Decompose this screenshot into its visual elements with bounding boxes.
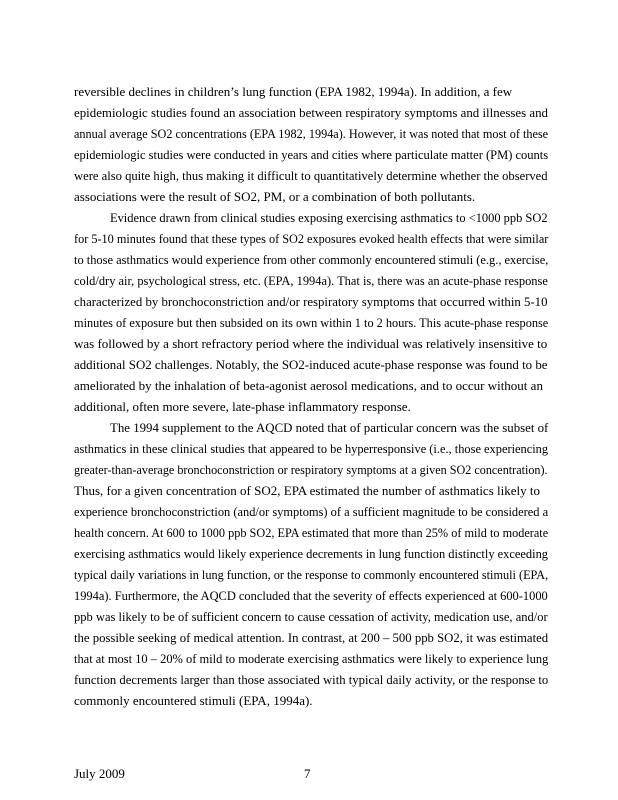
body-text-line: commonly encountered stimuli (EPA, 1994a). xyxy=(74,693,313,708)
body-text-line: was followed by a short refractory period where the individual was relatively insensitive to xyxy=(74,336,548,351)
body-text-line: 1994a). Furthermore, the AQCD concluded that the severity of effects experienced at 600-1000 xyxy=(74,588,548,603)
body-text-line: asthmatics in these clinical studies that appeared to be hyperresponsive (i.e., those experiencing xyxy=(74,441,549,456)
body-text-line: epidemiologic studies found an association between respiratory symptoms and illnesses and xyxy=(74,105,549,120)
body-text-line: additional SO2 challenges. Notably, the SO2-induced acute-phase response was found to be xyxy=(74,357,548,372)
body-text-line: ameliorated by the inhalation of beta-agonist aerosol medications, and to occur without an xyxy=(74,378,543,393)
body-text-line: Thus, for a given concentration of SO2, EPA estimated the number of asthmatics likely to xyxy=(74,483,540,498)
page-number: 7 xyxy=(304,766,311,781)
body-text-line: exercising asthmatics would likely experience decrements in lung function distinctly exceeding xyxy=(74,546,548,561)
body-text-line: for 5-10 minutes found that these types of SO2 exposures evoked health effects that were similar xyxy=(74,231,549,246)
body-text-line: associations were the result of SO2, PM, or a combination of both pollutants. xyxy=(74,189,476,204)
body-text-line: epidemiologic studies were conducted in years and cities where particulate matter (PM) counts xyxy=(74,147,549,162)
body-text-line: the possible seeking of medical attention. In contrast, at 200 – 500 ppb SO2, it was estimated xyxy=(74,630,549,645)
body-text-line: typical daily variations in lung function, or the response to commonly encountered stimuli (EPA, xyxy=(74,567,549,582)
body-text-line: ppb was likely to be of sufficient concern to cause cessation of activity, medication use, and/or xyxy=(74,609,548,624)
body-text-line: reversible declines in children’s lung function (EPA 1982, 1994a). In addition, a few xyxy=(74,84,513,99)
body-text-line: cold/dry air, psychological stress, etc. (EPA, 1994a). That is, there was an acute-phase response xyxy=(74,273,548,288)
body-text-line: to those asthmatics would experience from other commonly encountered stimuli (e.g., exercise, xyxy=(74,252,549,267)
body-text-line: characterized by bronchoconstriction and/or respiratory symptoms that occurred within 5-10 xyxy=(74,294,548,309)
body-text-line: function decrements larger than those associated with typical daily activity, or the response to xyxy=(74,672,549,687)
body-text-line: health concern. At 600 to 1000 ppb SO2, EPA estimated that more than 25% of mild to moderate xyxy=(74,525,549,540)
footer-date: July 2009 xyxy=(74,766,125,781)
paragraph-first-line: The 1994 supplement to the AQCD noted that of particular concern was the subset of xyxy=(110,420,549,435)
body-text-line: minutes of exposure but then subsided on its own within 1 to 2 hours. This acute-phase response xyxy=(74,315,549,330)
body-text-line: greater-than-average bronchoconstriction or respiratory symptoms at a given SO2 concentration). xyxy=(74,462,548,477)
body-text-line: experience bronchoconstriction (and/or symptoms) of a sufficient magnitude to be considered a xyxy=(74,504,549,519)
body-text-line: additional, often more severe, late-phase inflammatory response. xyxy=(74,399,411,414)
body-text-line: that at most 10 – 20% of mild to moderate exercising asthmatics were likely to experience lung xyxy=(74,651,549,666)
body-text-line: annual average SO2 concentrations (EPA 1982, 1994a). However, it was noted that most of these xyxy=(74,126,549,141)
paragraph-first-line: Evidence drawn from clinical studies exposing exercising asthmatics to <1000 ppb SO2 xyxy=(110,210,548,225)
body-text-line: were also quite high, thus making it difficult to quantitatively determine whether the observed xyxy=(74,168,548,183)
